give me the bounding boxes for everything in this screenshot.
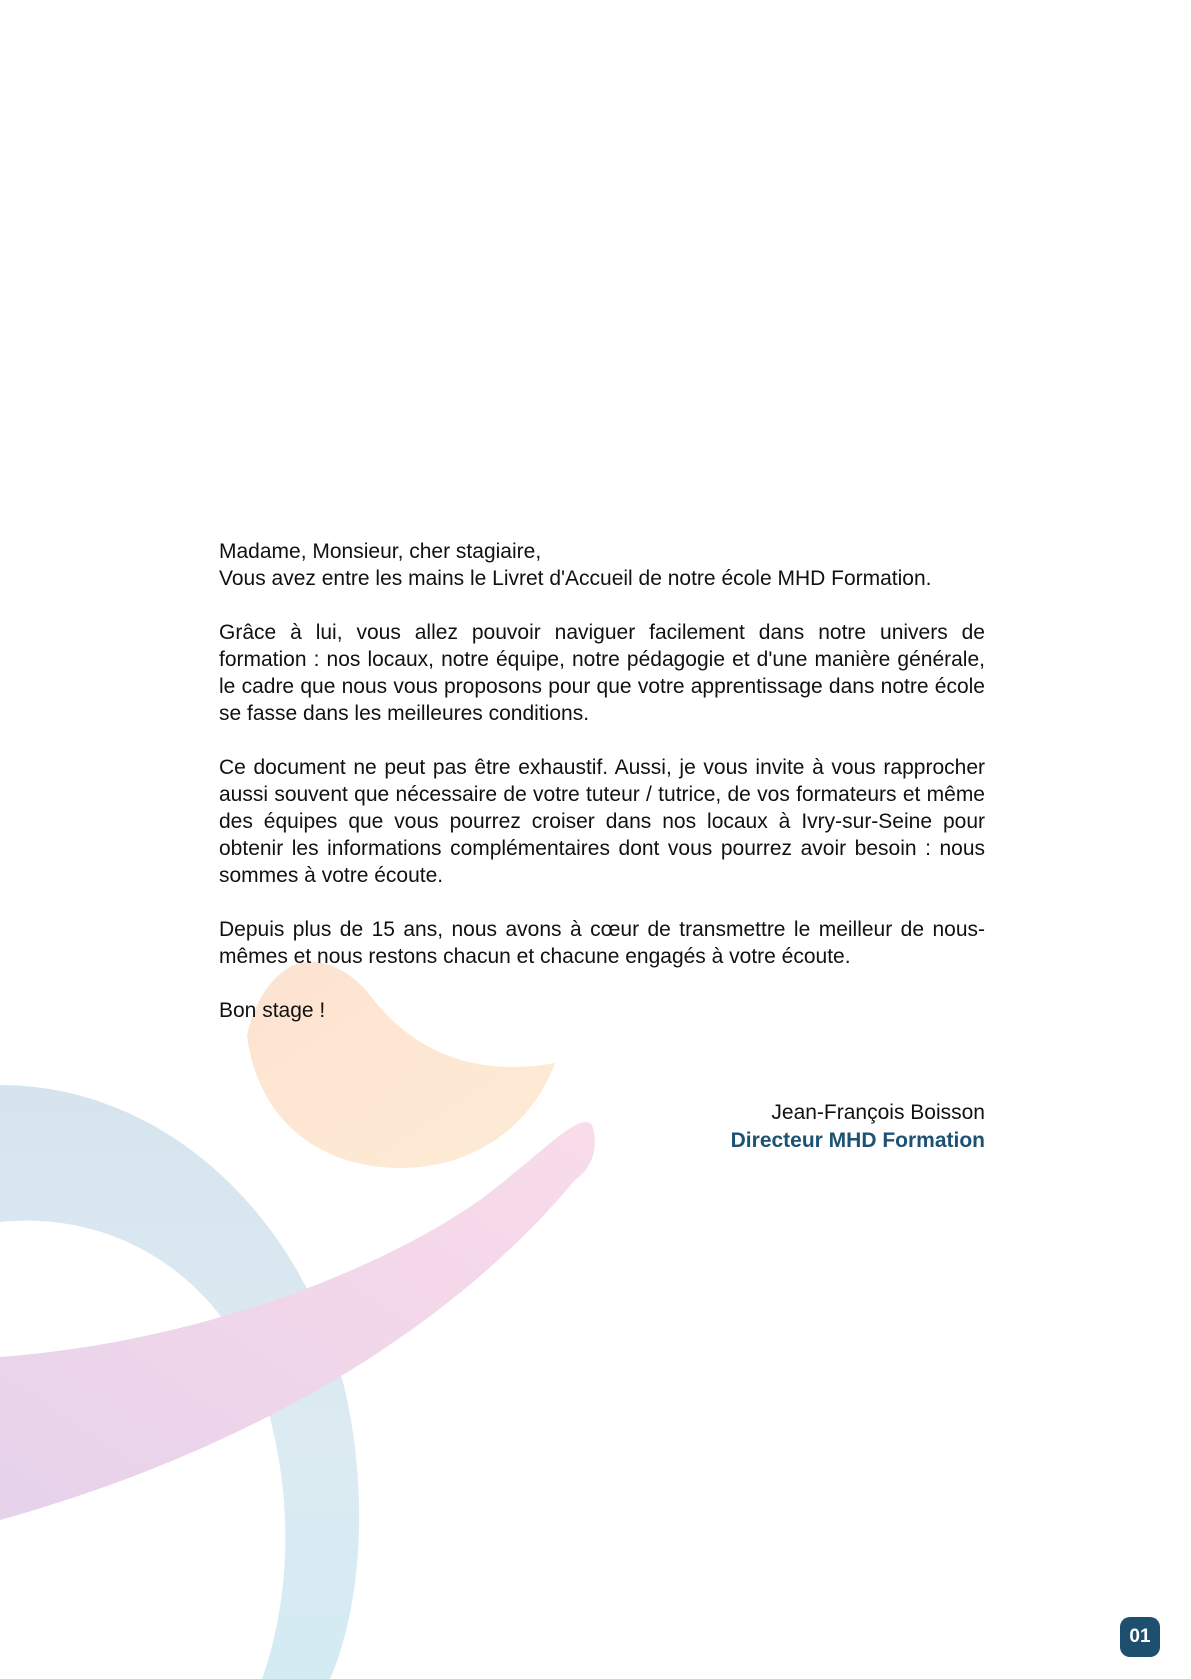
letter-paragraph-1: Grâce à lui, vous allez pouvoir naviguer facilement dans notre univers de formation : nos locaux, notre équipe, notre pédagogie et d'une manière générale, le cadre que nous vous proposons pour que votre apprentissage dans notre école se fasse dans les meilleures conditions. [219,621,985,725]
letter-body [219,538,985,1051]
signature-title: Directeur MHD Formation [730,1129,985,1152]
letter-paragraph-3: Depuis plus de 15 ans, nous avons à cœur de transmettre le meilleur de nous-mêmes et nous restons chacun et chacune engagés à votre écoute. [219,918,985,968]
letter-opening [219,538,985,592]
letter-greeting: Madame, Monsieur, cher stagiaire, [219,540,542,563]
signature-name: Jean-François Boisson [771,1101,985,1124]
page-number-badge: 01 [1120,1617,1160,1657]
letter-closing: Bon stage ! [219,999,326,1022]
letter-paragraph-2: Ce document ne peut pas être exhaustif. Aussi, je vous invite à vous rapprocher aussi souvent que nécessaire de votre tuteur / tutrice, de vos formateurs et même des équipes que vous pourrez croiser dans nos locaux à Ivry-sur-Seine pour obtenir les informations complémentaires dont vous pourrez avoir besoin : nous sommes à votre écoute. [219,756,985,887]
signature-block [600,1099,985,1155]
letter-intro: Vous avez entre les mains le Livret d'Accueil de notre école MHD Formation. [219,567,932,590]
